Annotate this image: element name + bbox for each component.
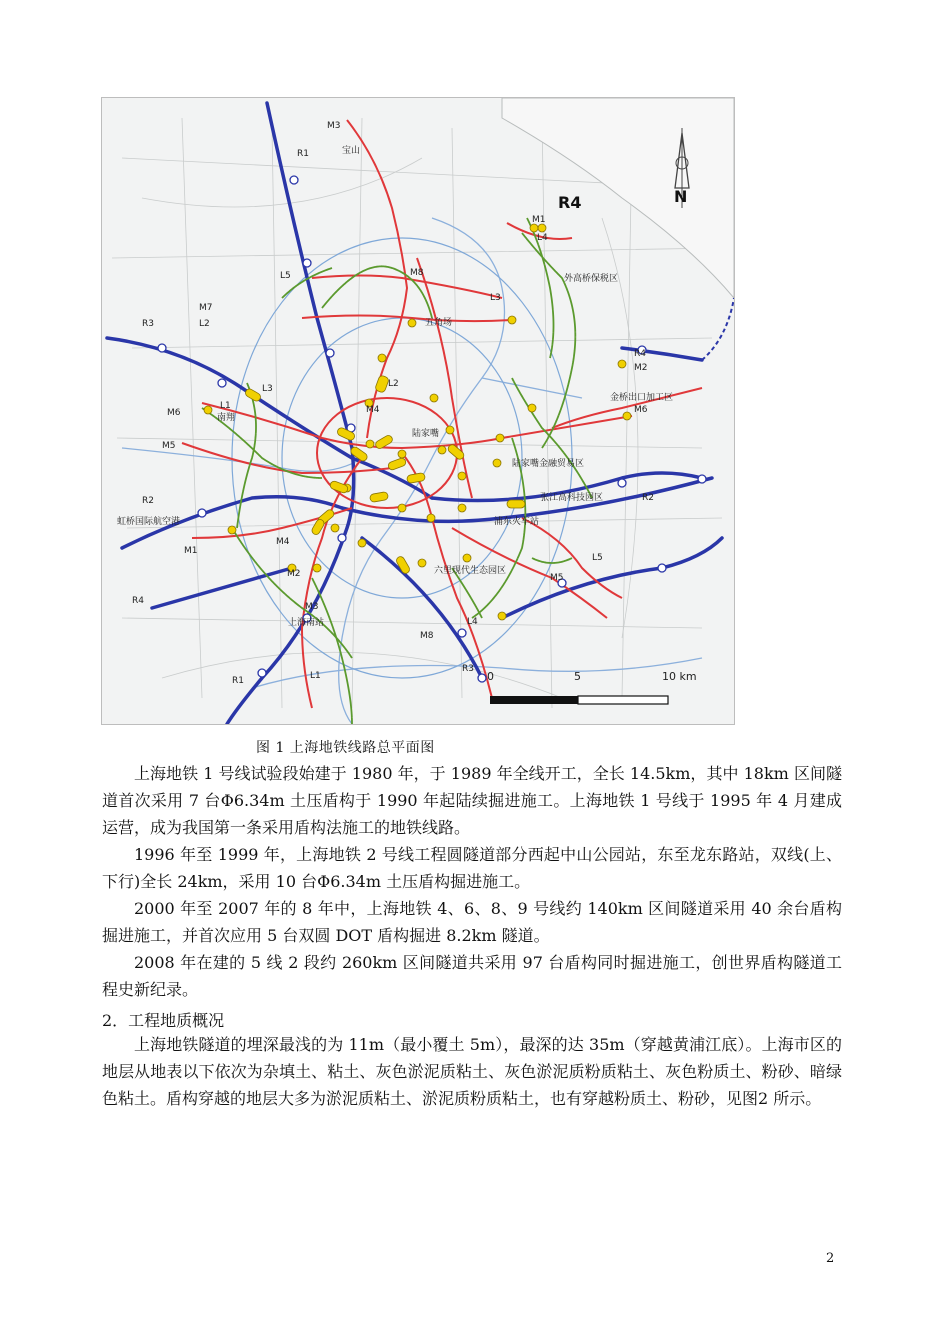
map-label: R2	[642, 493, 654, 503]
scale-label-5: 5	[574, 670, 581, 683]
map-label: M5	[162, 441, 176, 451]
future-rail	[702, 298, 734, 360]
map-label: L2	[199, 319, 210, 329]
map-label: M4	[366, 405, 380, 415]
map-label: M5	[550, 573, 564, 583]
metro-ring	[317, 398, 457, 508]
section-paragraph: 上海地铁隧道的埋深最浅的为 11m（最小覆土 5m），最深的达 35m（穿越黄浦江底）。上海市区的地层从地表以下依次为杂填土、粘土、灰色淤泥质粘土、灰色淤泥质粉质粘土、灰色粉质土、粉砂、暗绿色粘土。盾构穿越的地层大多为淤泥质粘土、淤泥质粉质粘土，也有穿越粉质土、粉砂，见图2 所示。	[102, 1035, 842, 1108]
map-label: L2	[388, 379, 399, 389]
page-number: 2	[826, 1251, 835, 1266]
map-label: M8	[410, 268, 424, 278]
map-label: M2	[634, 363, 648, 373]
map-label: L4	[467, 617, 478, 627]
map-label: L5	[280, 271, 291, 281]
coastline	[502, 98, 734, 298]
map-label: 外高桥保税区	[564, 274, 619, 284]
north-label: N	[674, 187, 688, 206]
map-label-r4-big: R4	[558, 193, 582, 212]
light-rail-lines	[202, 218, 592, 724]
map-label: 上海南站	[288, 618, 325, 628]
map-label: L1	[220, 401, 231, 411]
map-label: 南翔	[217, 413, 236, 423]
map-label: M3	[327, 121, 341, 131]
map-label: M1	[532, 215, 546, 225]
metro-map	[102, 98, 734, 724]
map-label: M8	[420, 631, 434, 641]
metro-map-figure	[101, 97, 735, 725]
map-label: L3	[490, 293, 501, 303]
paragraph-3: 2000 年至 2007 年的 8 年中，上海地铁 4、6、8、9 号线约 140km 区间隧道采用 40 余台盾构掘进施工，并首次应用 5 台双圆 DOT 盾构掘进 8.2km 隧道。	[102, 899, 842, 945]
map-label: R1	[297, 149, 309, 159]
map-label: M4	[276, 537, 290, 547]
map-label: 陆家嘴金融贸易区	[512, 459, 585, 469]
map-label: M6	[634, 405, 648, 415]
map-label: 虹桥国际航空港	[117, 517, 181, 527]
road-grid	[112, 118, 722, 708]
paragraph-2: 1996 年至 1999 年，上海地铁 2 号线工程圆隧道部分西起中山公园站，东至龙东路站，双线(上、下行)全长 24km，采用 10 台Φ6.34m 土压盾构掘进施工。	[102, 845, 842, 891]
map-label: 五角场	[425, 318, 453, 328]
map-label: M2	[287, 569, 301, 579]
map-label: 张江高科技园区	[540, 493, 604, 503]
scale-label-10: 10 km	[662, 670, 697, 683]
map-label: L4	[537, 233, 548, 243]
map-label: 浦东火车站	[494, 517, 540, 527]
map-label: L3	[262, 384, 273, 394]
map-label: 金桥出口加工区	[610, 393, 674, 403]
map-label: M7	[199, 303, 213, 313]
rivers	[122, 218, 702, 724]
scale-label-0: 0	[487, 670, 494, 683]
map-label: 陆家嘴	[412, 429, 440, 439]
map-label: R2	[142, 496, 154, 506]
map-label: M1	[184, 546, 198, 556]
map-label: 宝山	[342, 146, 361, 156]
scale-bar	[487, 670, 697, 704]
map-label: R1	[232, 676, 244, 686]
map-label: R4	[634, 349, 646, 359]
map-label: R3	[462, 664, 474, 674]
figure-caption: 图 1 上海地铁线路总平面图	[256, 740, 435, 756]
map-label: R3	[142, 319, 154, 329]
map-label: M6	[167, 408, 181, 418]
paragraph-1: 上海地铁 1 号线试验段始建于 1980 年，于 1989 年全线开工，全长 14.5km，其中 18km 区间隧道首次采用 7 台Φ6.34m 土压盾构于 1990 年起陆续掘进施工。上海地铁 1 号线于 1995 年 4 月建成运营，成为我国第一条采用盾构法施工的地铁线路。	[102, 764, 842, 837]
map-label: L5	[592, 553, 603, 563]
map-label: 六里现代生态园区	[434, 566, 507, 576]
section-heading: 2．工程地质概况	[102, 1011, 225, 1030]
paragraph-4: 2008 年在建的 5 线 2 段约 260km 区间隧道共采用 97 台盾构同时掘进施工，创世界盾构隧道工程史新纪录。	[102, 953, 842, 999]
map-label: R4	[132, 596, 144, 606]
map-label: L1	[310, 671, 321, 681]
map-label: M3	[305, 602, 319, 612]
